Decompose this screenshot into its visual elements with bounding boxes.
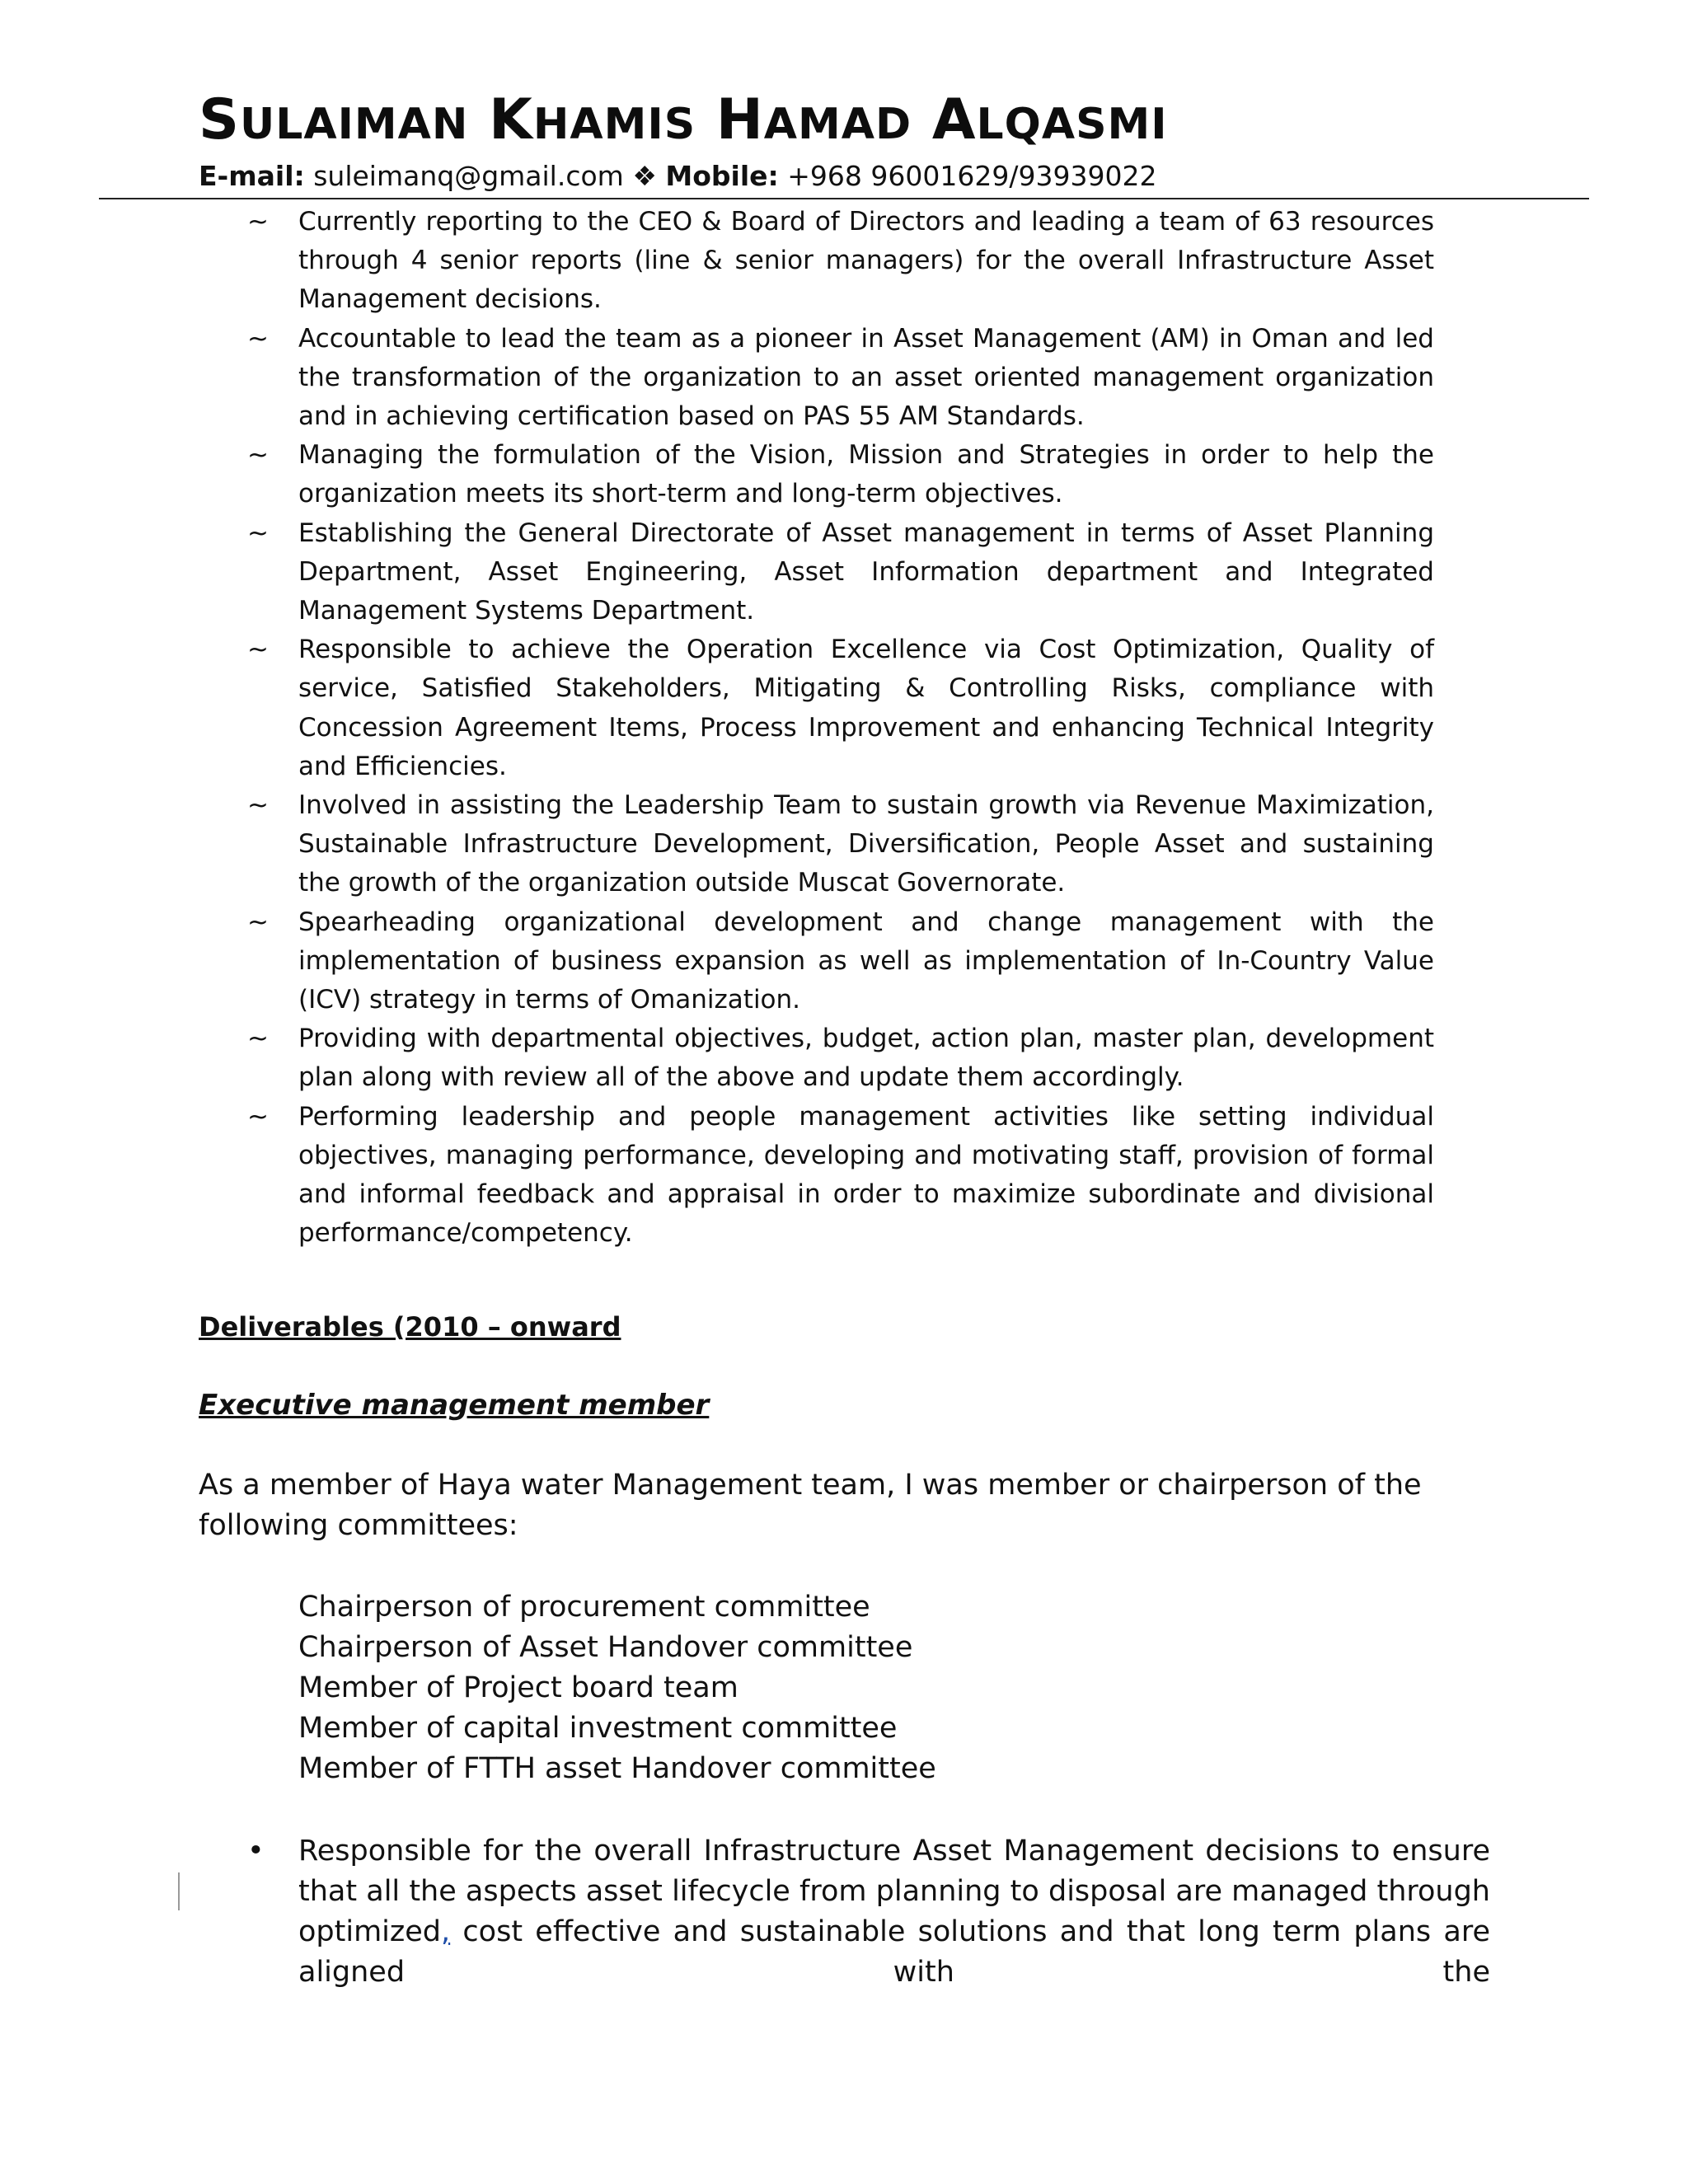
committees-intro: As a member of Haya water Management team, I was member or chairperson of the following committees: xyxy=(199,1469,1422,1542)
committee-item: Member of Project board team xyxy=(298,1671,738,1704)
bullet-dot-icon: • xyxy=(247,1835,265,1868)
name-part: SULAIMAN xyxy=(199,87,469,152)
email-label: E-mail: xyxy=(199,160,305,192)
committee-item: Member of FTTH asset Handover committee xyxy=(298,1752,936,1785)
header-divider xyxy=(99,198,1589,199)
committee-list xyxy=(298,1587,936,1789)
tilde-bullet-icon: ~ xyxy=(247,1101,269,1132)
tracked-change-comma: , xyxy=(441,1915,451,1948)
list-item: ~ Performing leadership and people management activities like setting individual objectives, managing performance, developing and motivating staff, provision of formal and informal feedback and appraisal in order to maximize subordinate and divisional performance/competency. xyxy=(247,1098,1434,1254)
committee-item: Chairperson of Asset Handover committee xyxy=(298,1631,913,1664)
list-item: ~ Involved in assisting the Leadership Team to sustain growth via Revenue Maximization, Sustainable Infrastructure Development, Diversification, People Asset and sustaining the growth of the organization outside Muscat Governorate. xyxy=(247,786,1434,903)
tilde-bullet-icon: ~ xyxy=(247,790,269,821)
committee-item: Member of capital investment committee xyxy=(298,1712,898,1745)
list-item xyxy=(247,1831,1490,1993)
tilde-bullet-icon: ~ xyxy=(247,518,269,548)
tilde-bullet-icon: ~ xyxy=(247,907,269,937)
list-item: ~ Establishing the General Directorate of Asset management in terms of Asset Planning Department, Asset Engineering, Asset Information department and Integrated Management Systems Department. xyxy=(247,514,1434,631)
name-part: HAMAD xyxy=(715,87,912,152)
list-item: ~ Managing the formulation of the Vision, Mission and Strategies in order to help the organization meets its short-term and long-term objectives. xyxy=(247,436,1434,513)
mobile-label: Mobile: xyxy=(665,160,779,192)
list-item: ~ Providing with departmental objectives, budget, action plan, master plan, development plan along with review all of the above and update them accordingly. xyxy=(247,1019,1434,1097)
email-link[interactable]: suleimanq@gmail.com xyxy=(313,160,624,192)
diamond-separator-icon: ❖ xyxy=(632,160,657,192)
deliverables-bullet-list xyxy=(247,1831,1490,1993)
list-item: ~ Currently reporting to the CEO & Board of Directors and leading a team of 63 resources through 4 senior reports (line & senior managers) for the overall Infrastructure Asset Management decisions. xyxy=(247,203,1434,320)
tilde-bullet-icon: ~ xyxy=(247,323,269,354)
mobile-number: +968 96001629/93939022 xyxy=(787,160,1157,192)
tilde-bullet-icon: ~ xyxy=(247,1024,269,1054)
contact-line xyxy=(199,157,1156,196)
list-item: ~ Responsible to achieve the Operation Excellence via Cost Optimization, Quality of service, Satisfied Stakeholders, Mitigating & Controlling Risks, compliance with Concession Agreement Items, Process Improvement and enhancing Technical Integrity and Efficiencies. xyxy=(247,630,1434,786)
bullet-text-continued: cost effective and sustainable solutions and that long term plans are aligned with the xyxy=(298,1915,1490,1989)
responsibilities-list xyxy=(247,203,1434,1253)
tilde-bullet-icon: ~ xyxy=(247,207,269,237)
tilde-bullet-icon: ~ xyxy=(247,440,269,471)
list-item: ~ Spearheading organizational development and change management with the implementation of business expansion as well as implementation of In-Country Value (ICV) strategy in terms of Omanization. xyxy=(247,903,1434,1020)
executive-member-heading: Executive management member xyxy=(199,1389,710,1422)
deliverables-heading: Deliverables (2010 – onward xyxy=(199,1311,621,1343)
list-item: ~ Accountable to lead the team as a pioneer in Asset Management (AM) in Oman and led the transformation of the organization to an asset oriented management organization and in achieving certification based on PAS 55 AM Standards. xyxy=(247,320,1434,437)
tilde-bullet-icon: ~ xyxy=(247,635,269,665)
name-part: KHAMIS xyxy=(489,87,696,152)
revision-change-bar xyxy=(178,1872,180,1910)
committee-item: Chairperson of procurement committee xyxy=(298,1591,870,1624)
bullet-text: Responsible for the overall Infrastructure Asset Management decisions to ensure that all the aspects asset lifecycle from planning to disposal are managed through optimized xyxy=(298,1835,1490,1948)
candidate-name xyxy=(199,86,1168,159)
name-part: ALQASMI xyxy=(931,87,1168,152)
